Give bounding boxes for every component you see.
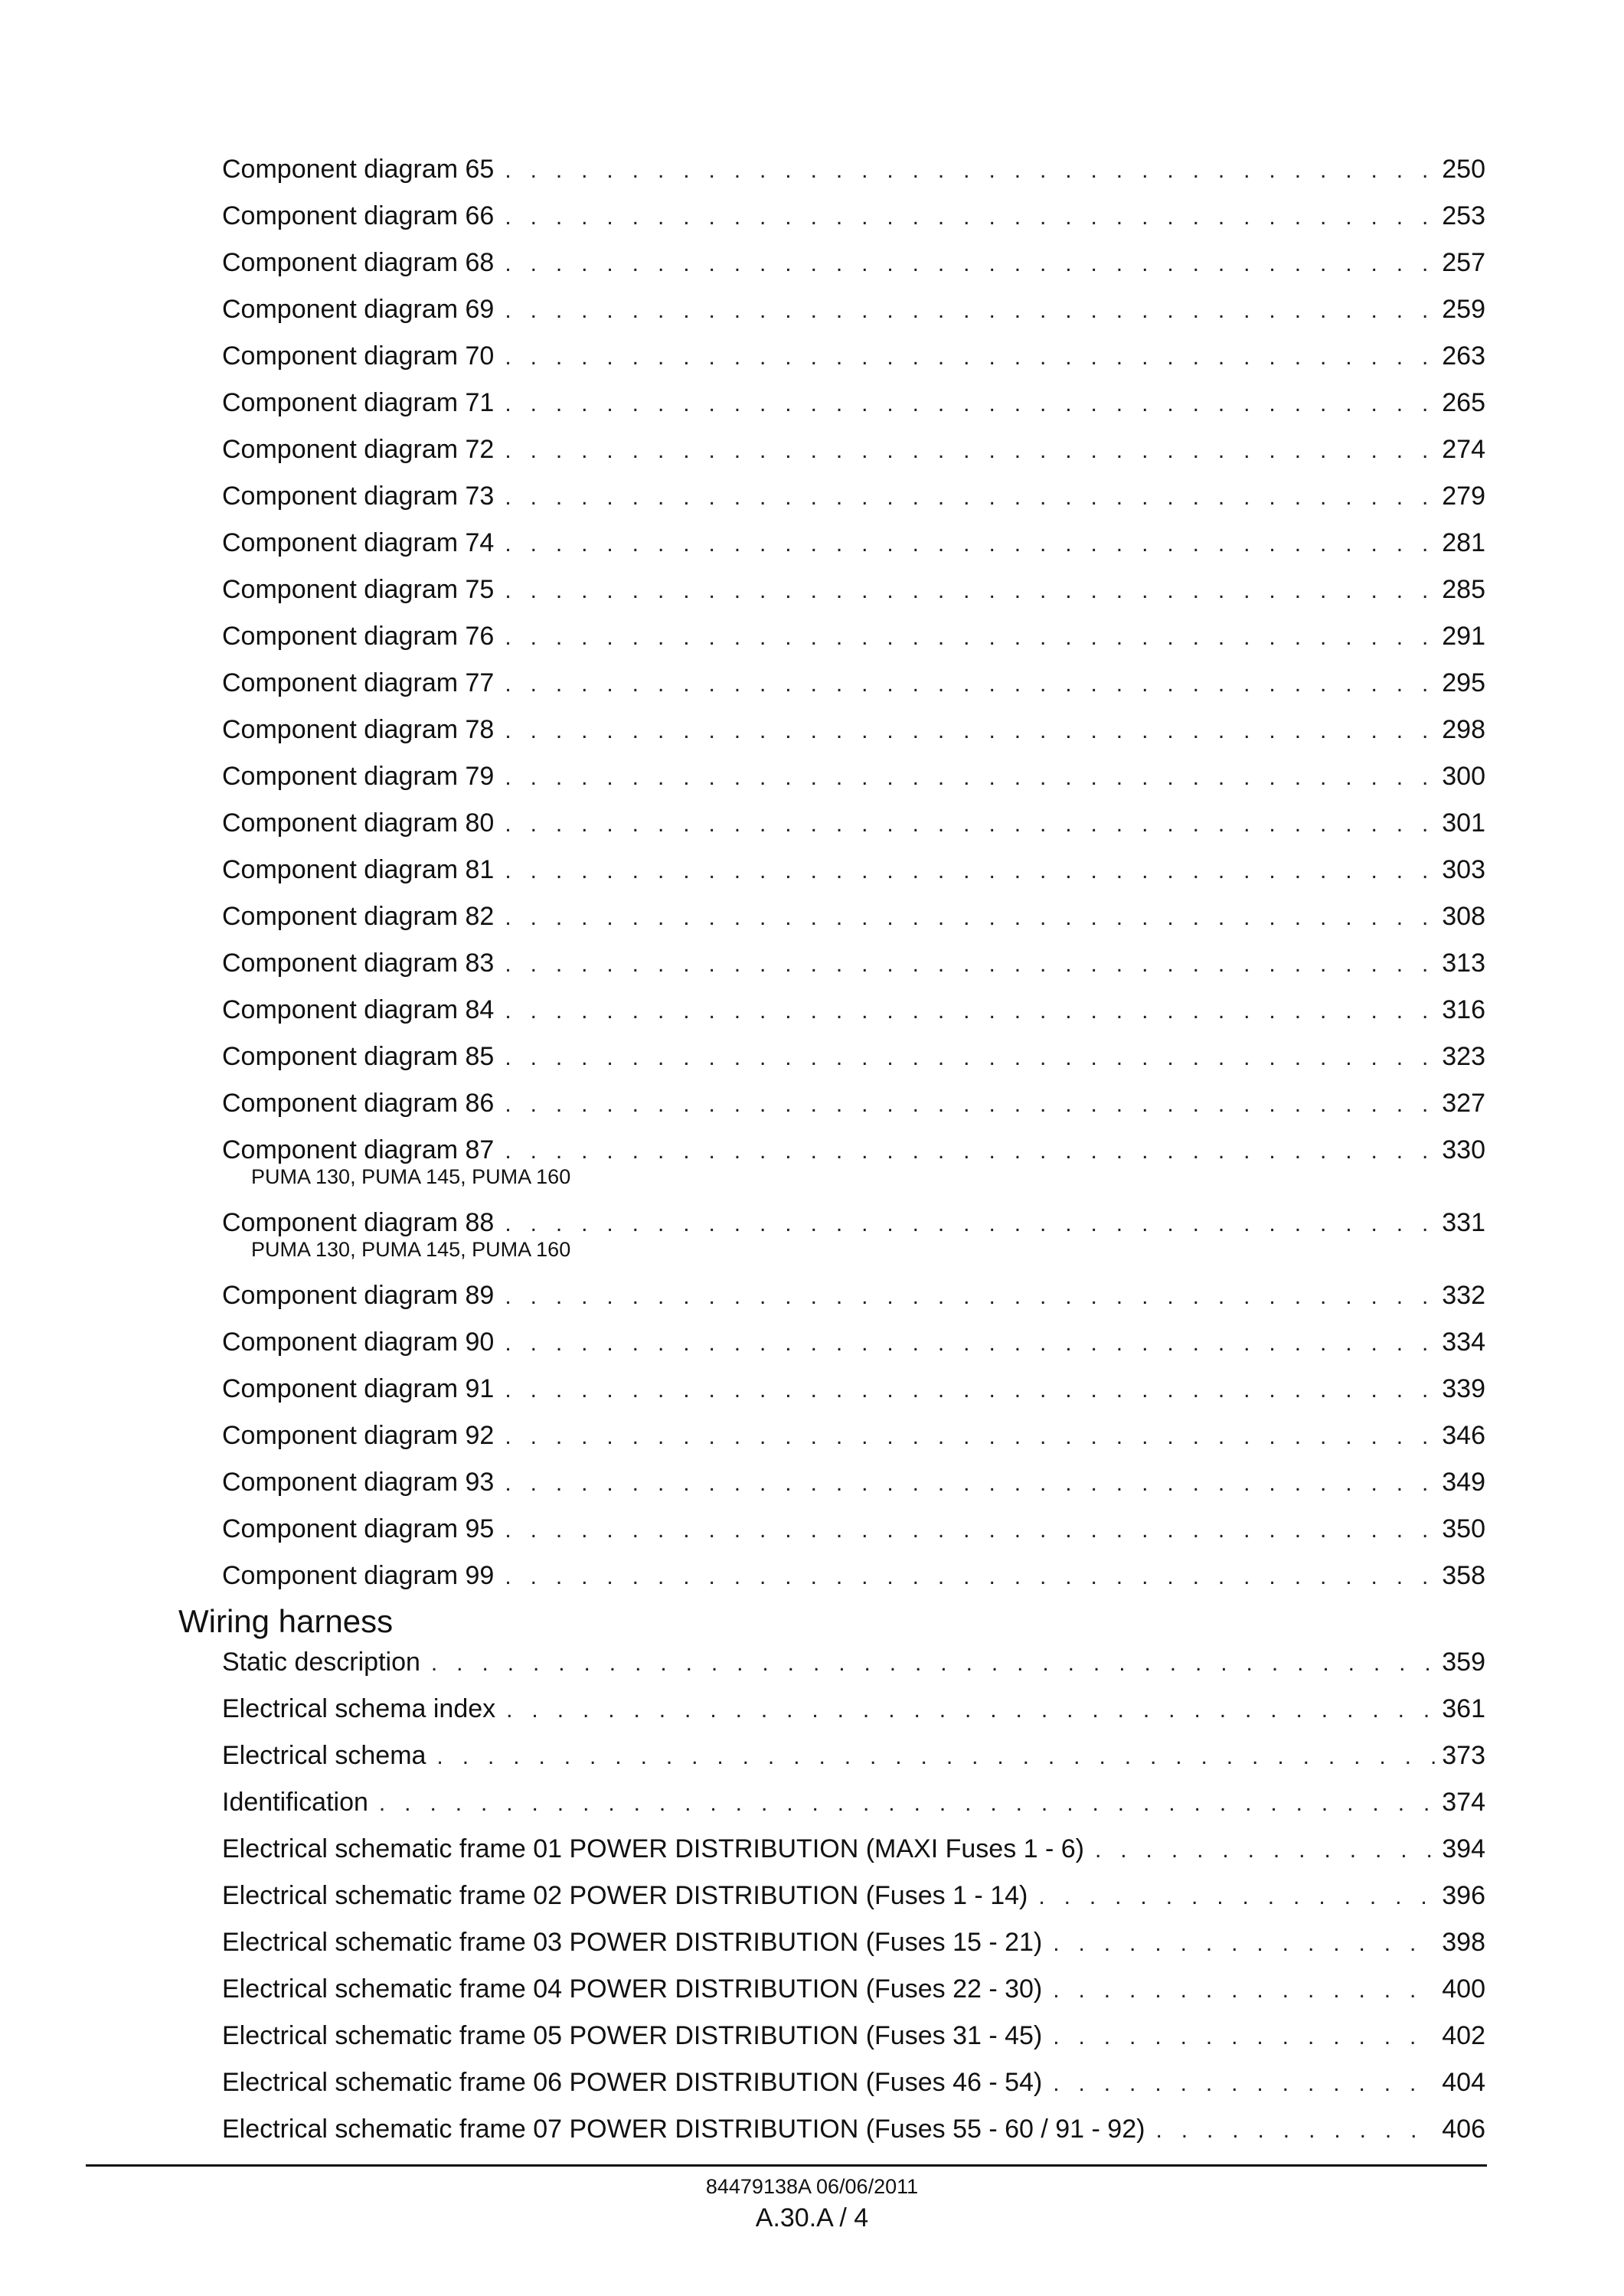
toc-entry-page-number: 265 xyxy=(1442,388,1485,417)
toc-entry-page-number: 291 xyxy=(1442,622,1485,651)
toc-entry-page-number: 358 xyxy=(1442,1561,1485,1590)
toc-entry-page-number: 274 xyxy=(1442,435,1485,464)
toc-entry[interactable] xyxy=(222,1510,1485,1548)
toc-entry[interactable] xyxy=(222,1276,1485,1315)
toc-entry[interactable] xyxy=(222,1830,1485,1868)
dot-leader xyxy=(505,478,1437,517)
dot-leader xyxy=(505,1132,1437,1171)
toc-entry-title: Component diagram 95 xyxy=(222,1514,495,1543)
dot-leader xyxy=(505,1558,1437,1596)
toc-entry-page-number: 331 xyxy=(1442,1208,1485,1237)
toc-entry[interactable] xyxy=(222,1736,1485,1775)
toc-entry-title: Static description xyxy=(222,1648,420,1677)
toc-entry-title: Identification xyxy=(222,1788,368,1817)
toc-entry-title: Component diagram 69 xyxy=(222,295,495,324)
toc-entry[interactable] xyxy=(222,1690,1485,1728)
dot-leader xyxy=(505,432,1437,470)
toc-entry-title: Component diagram 81 xyxy=(222,855,495,884)
toc-entry-page-number: 373 xyxy=(1442,1741,1485,1770)
toc-entry-title: Component diagram 91 xyxy=(222,1374,495,1403)
dot-leader xyxy=(505,1371,1437,1409)
toc-entry[interactable] xyxy=(222,2063,1485,2102)
dot-leader xyxy=(505,245,1437,283)
toc-entry[interactable] xyxy=(222,2110,1485,2148)
dot-leader xyxy=(436,1738,1437,1776)
toc-entry-page-number: 313 xyxy=(1442,949,1485,978)
toc-entry[interactable] xyxy=(222,1556,1485,1595)
dot-leader xyxy=(506,1691,1437,1729)
toc-entry-page-number: 263 xyxy=(1442,341,1485,371)
dot-leader xyxy=(505,992,1437,1030)
toc-entry-title: Component diagram 72 xyxy=(222,435,495,464)
toc-entry-title: Component diagram 65 xyxy=(222,155,495,184)
dot-leader xyxy=(505,292,1437,330)
toc-entry-title: Component diagram 92 xyxy=(222,1421,495,1450)
toc-entry[interactable] xyxy=(222,1131,1485,1169)
toc-entry[interactable] xyxy=(222,944,1485,982)
toc-entry[interactable] xyxy=(222,1416,1485,1455)
toc-entry-page-number: 332 xyxy=(1442,1281,1485,1310)
toc-entry-page-number: 402 xyxy=(1442,2021,1485,2050)
dot-leader xyxy=(505,665,1437,704)
toc-entry-page-number: 281 xyxy=(1442,528,1485,557)
toc-entry[interactable] xyxy=(222,477,1485,515)
toc-entry-title: Component diagram 86 xyxy=(222,1089,495,1118)
toc-entry[interactable] xyxy=(222,1923,1485,1961)
dot-leader xyxy=(505,385,1437,423)
dot-leader xyxy=(505,1039,1437,1077)
toc-entry-page-number: 400 xyxy=(1442,1974,1485,2004)
toc-entry-page-number: 257 xyxy=(1442,248,1485,277)
toc-entry-title: Component diagram 73 xyxy=(222,482,495,511)
dot-leader xyxy=(505,572,1437,610)
dot-leader xyxy=(505,946,1437,984)
toc-entry[interactable] xyxy=(222,897,1485,936)
toc-entry-title: Component diagram 68 xyxy=(222,248,495,277)
toc-entry-title: Electrical schematic frame 03 POWER DISTRIBUTION (Fuses 15 - 21) xyxy=(222,1928,1043,1957)
toc-entry-page-number: 339 xyxy=(1442,1374,1485,1403)
toc-entry[interactable] xyxy=(222,1084,1485,1122)
dot-leader xyxy=(1053,1971,1437,2010)
toc-entry-title: Electrical schematic frame 06 POWER DISTRIBUTION (Fuses 46 - 54) xyxy=(222,2068,1043,2097)
toc-entry-title: Electrical schema index xyxy=(222,1694,496,1723)
toc-entry-page-number: 330 xyxy=(1442,1135,1485,1164)
toc-entry-page-number: 349 xyxy=(1442,1468,1485,1497)
toc-entry-page-number: 350 xyxy=(1442,1514,1485,1543)
toc-entry-page-number: 301 xyxy=(1442,808,1485,838)
dot-leader xyxy=(505,619,1437,657)
toc-entry[interactable] xyxy=(222,290,1485,328)
toc-entry[interactable] xyxy=(222,1876,1485,1915)
toc-entry-page-number: 396 xyxy=(1442,1881,1485,1910)
dot-leader xyxy=(505,759,1437,797)
toc-entry[interactable] xyxy=(222,710,1485,749)
toc-entry-title: Electrical schema xyxy=(222,1741,426,1770)
toc-entry[interactable] xyxy=(222,1463,1485,1501)
dot-leader xyxy=(505,525,1437,563)
toc-entry-title: Component diagram 90 xyxy=(222,1328,495,1357)
dot-leader xyxy=(505,198,1437,237)
toc-entry[interactable] xyxy=(222,524,1485,562)
toc-entry[interactable] xyxy=(222,1970,1485,2008)
toc-entry[interactable] xyxy=(222,617,1485,655)
toc-entry-title: Component diagram 71 xyxy=(222,388,495,417)
dot-leader xyxy=(1095,1831,1437,1870)
toc-entry-title: Component diagram 70 xyxy=(222,341,495,371)
dot-leader xyxy=(1053,2018,1437,2056)
dot-leader xyxy=(505,805,1437,844)
toc-entry-page-number: 374 xyxy=(1442,1788,1485,1817)
dot-leader xyxy=(431,1644,1437,1683)
footer-page-number: A.30.A / 4 xyxy=(755,2203,869,2232)
toc-entry-page-number: 300 xyxy=(1442,762,1485,791)
toc-entry[interactable] xyxy=(222,991,1485,1029)
toc-entry-title: Component diagram 93 xyxy=(222,1468,495,1497)
toc-entry-title: Electrical schematic frame 05 POWER DISTRIBUTION (Fuses 31 - 45) xyxy=(222,2021,1043,2050)
toc-entry-page-number: 394 xyxy=(1442,1834,1485,1863)
dot-leader xyxy=(505,899,1437,937)
toc-entry-page-number: 334 xyxy=(1442,1328,1485,1357)
toc-entry[interactable] xyxy=(222,804,1485,842)
toc-entry-title: Component diagram 89 xyxy=(222,1281,495,1310)
dot-leader xyxy=(505,1205,1437,1243)
toc-entry-title: Component diagram 85 xyxy=(222,1042,495,1071)
dot-leader xyxy=(505,1511,1437,1550)
dot-leader xyxy=(505,1278,1437,1316)
toc-entry-title: Electrical schematic frame 02 POWER DISTRIBUTION (Fuses 1 - 14) xyxy=(222,1881,1028,1910)
toc-entry-page-number: 295 xyxy=(1442,668,1485,697)
toc-entry[interactable] xyxy=(222,757,1485,795)
toc-entry-title: Component diagram 79 xyxy=(222,762,495,791)
toc-entry-title: Component diagram 88 xyxy=(222,1208,495,1237)
toc-entry-page-number: 323 xyxy=(1442,1042,1485,1071)
toc-entry[interactable] xyxy=(222,430,1485,469)
toc-entry-title: Electrical schematic frame 07 POWER DISTRIBUTION (Fuses 55 - 60 / 91 - 92) xyxy=(222,2115,1145,2144)
toc-entry-page-number: 298 xyxy=(1442,715,1485,744)
toc-entry[interactable] xyxy=(222,664,1485,702)
toc-entry-page-number: 279 xyxy=(1442,482,1485,511)
toc-entry[interactable] xyxy=(222,1643,1485,1681)
toc-entry-page-number: 359 xyxy=(1442,1648,1485,1677)
toc-entry-page-number: 253 xyxy=(1442,201,1485,230)
toc-entry-title: Component diagram 78 xyxy=(222,715,495,744)
toc-entry-page-number: 308 xyxy=(1442,902,1485,931)
toc-entry-title: Component diagram 87 xyxy=(222,1135,495,1164)
toc-entry[interactable] xyxy=(222,1204,1485,1242)
footer-document-code: 84479138A 06/06/2011 xyxy=(705,2175,919,2198)
toc-entry[interactable] xyxy=(222,1783,1485,1821)
dot-leader xyxy=(505,338,1437,377)
toc-entry-page-number: 316 xyxy=(1442,995,1485,1024)
toc-entry-title: Component diagram 83 xyxy=(222,949,495,978)
toc-entry-page-number: 406 xyxy=(1442,2115,1485,2144)
toc-entry-title: Electrical schematic frame 01 POWER DISTRIBUTION (MAXI Fuses 1 - 6) xyxy=(222,1834,1085,1863)
toc-entry[interactable] xyxy=(222,2017,1485,2055)
toc-entry[interactable] xyxy=(222,1037,1485,1076)
dot-leader xyxy=(1038,1878,1437,1916)
dot-leader xyxy=(1155,2111,1437,2150)
toc-entry-subtitle: PUMA 130, PUMA 145, PUMA 160 xyxy=(251,1238,571,1261)
dot-leader xyxy=(505,1418,1437,1456)
toc-entry-title: Component diagram 74 xyxy=(222,528,495,557)
dot-leader xyxy=(505,852,1437,890)
dot-leader xyxy=(1053,1925,1437,1963)
toc-entry[interactable] xyxy=(222,384,1485,422)
toc-entry-title: Component diagram 82 xyxy=(222,902,495,931)
toc-entry-title: Electrical schematic frame 04 POWER DISTRIBUTION (Fuses 22 - 30) xyxy=(222,1974,1043,2004)
dot-leader xyxy=(505,1465,1437,1503)
dot-leader xyxy=(505,152,1437,190)
toc-entry-page-number: 303 xyxy=(1442,855,1485,884)
toc-entry-title: Component diagram 66 xyxy=(222,201,495,230)
toc-entry-page-number: 398 xyxy=(1442,1928,1485,1957)
toc-entry-page-number: 327 xyxy=(1442,1089,1485,1118)
toc-entry[interactable] xyxy=(222,243,1485,282)
section-heading: Wiring harness xyxy=(178,1603,394,1639)
toc-entry[interactable] xyxy=(222,1370,1485,1408)
toc-entry[interactable] xyxy=(222,570,1485,609)
footer-rule xyxy=(86,2164,1487,2167)
toc-entry-title: Component diagram 99 xyxy=(222,1561,495,1590)
toc-entry-page-number: 259 xyxy=(1442,295,1485,324)
dot-leader xyxy=(505,1086,1437,1124)
toc-entry-page-number: 361 xyxy=(1442,1694,1485,1723)
dot-leader xyxy=(505,1324,1437,1363)
toc-entry-title: Component diagram 77 xyxy=(222,668,495,697)
toc-entry-subtitle: PUMA 130, PUMA 145, PUMA 160 xyxy=(251,1165,571,1188)
toc-entry-page-number: 404 xyxy=(1442,2068,1485,2097)
dot-leader xyxy=(1053,2065,1437,2103)
toc-entry-title: Component diagram 75 xyxy=(222,575,495,604)
toc-entry[interactable] xyxy=(222,197,1485,235)
toc-entry[interactable] xyxy=(222,150,1485,188)
toc-entry-page-number: 250 xyxy=(1442,155,1485,184)
toc-entry[interactable] xyxy=(222,851,1485,889)
toc-entry[interactable] xyxy=(222,337,1485,375)
toc-entry-page-number: 346 xyxy=(1442,1421,1485,1450)
toc-entry-title: Component diagram 80 xyxy=(222,808,495,838)
toc-entry-title: Component diagram 76 xyxy=(222,622,495,651)
toc-entry[interactable] xyxy=(222,1323,1485,1361)
toc-entry-title: Component diagram 84 xyxy=(222,995,495,1024)
toc-entry-page-number: 285 xyxy=(1442,575,1485,604)
dot-leader xyxy=(379,1785,1437,1823)
dot-leader xyxy=(505,712,1437,750)
